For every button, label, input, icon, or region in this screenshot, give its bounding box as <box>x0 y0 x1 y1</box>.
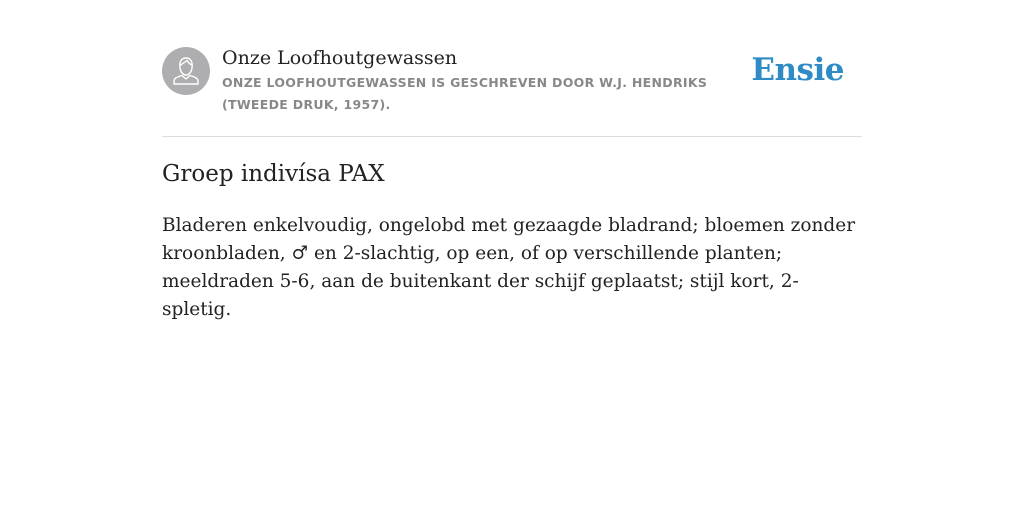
source-description: ONZE LOOFHOUTGEWASSEN IS GESCHREVEN DOOR W.J. HENDRIKS (TWEEDE DRUK, 1957). <box>222 75 708 112</box>
source-title[interactable]: Onze Loofhoutgewassen <box>222 47 458 69</box>
brand-logo-link[interactable]: Ensie <box>751 52 844 88</box>
avatar[interactable] <box>162 47 210 95</box>
entry-title: Groep indivísa PAX <box>162 161 385 187</box>
source-header <box>162 44 862 137</box>
user-silhouette-icon <box>162 47 210 95</box>
entry-body: Bladeren enkelvoudig, ongelobd met gezaagde bladrand; bloemen zonder kroonbladen, ♂ en 2-slachtig, op een, of op verschillende planten; meeldraden 5-6, aan de buitenkant der schijf geplaatst; stijl kort, 2-spletig. <box>162 215 856 320</box>
